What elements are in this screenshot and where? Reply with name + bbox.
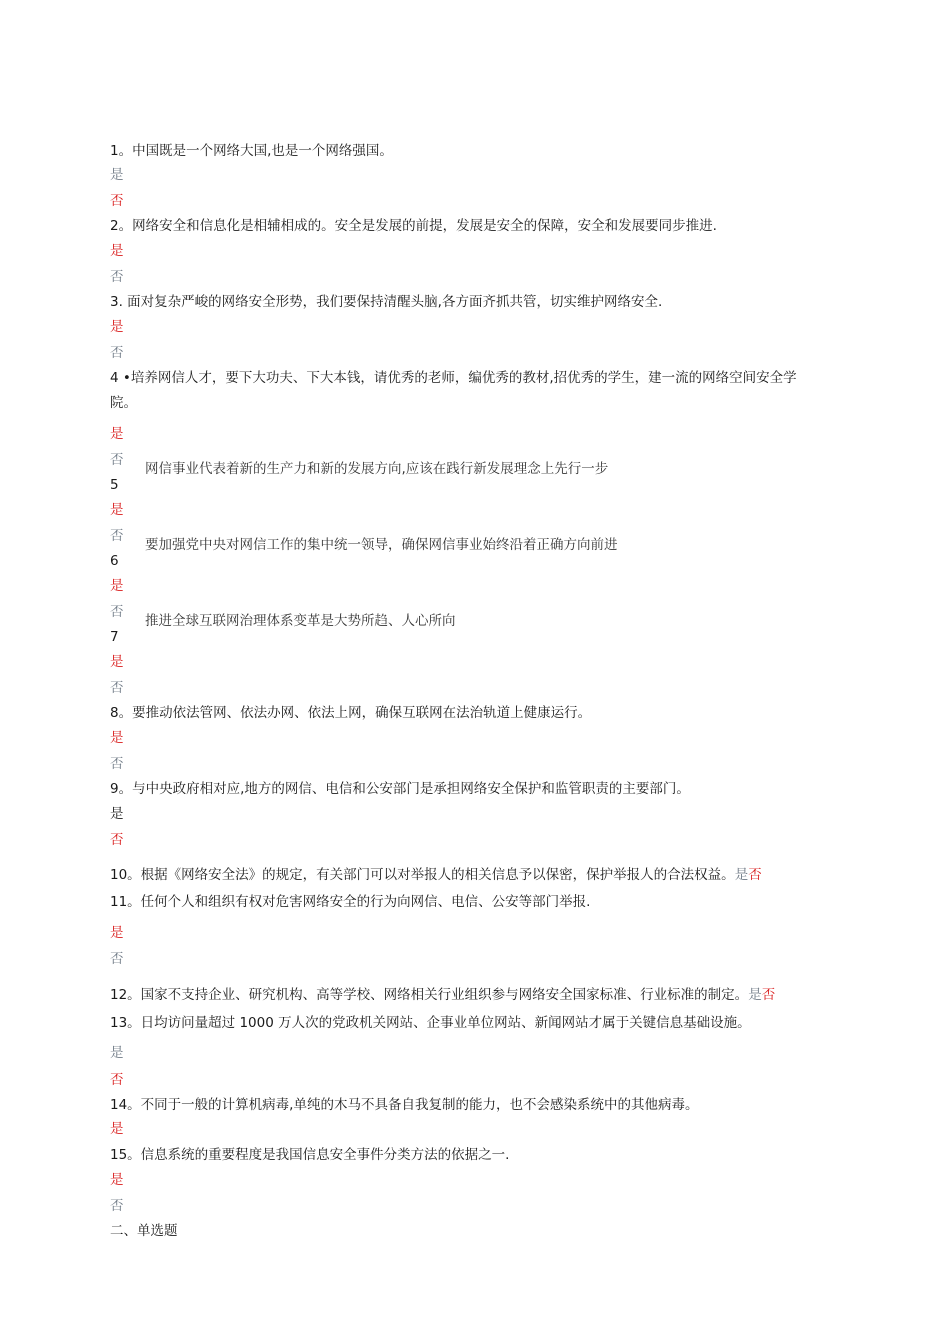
q1-option-yes: 是: [110, 167, 124, 183]
q11-option-no: 否: [110, 951, 124, 967]
q9-option-yes: 是: [110, 806, 124, 822]
question-6-clipped-text: 要加强党中央对网信工作的集中统一领导，确保网信事业始终沿着正确方向前进: [145, 537, 618, 553]
question-12-text: 12。国家不支持企业、研究机构、高等学校、网络相关行业组织参与网络安全国家标准、行业标准的制定。: [110, 987, 749, 1003]
question-15: 15。信息系统的重要程度是我国信息安全事件分类方法的依据之一.: [110, 1147, 510, 1163]
question-8: 8。要推动依法管网、依法办网、依法上网，确保互联网在法治轨道上健康运行。: [110, 705, 592, 721]
question-1: 1。中国既是一个网络大国,也是一个网络强国。: [110, 143, 393, 159]
q3-option-yes: 是: [110, 319, 124, 335]
q14-option-yes: 是: [110, 1121, 124, 1137]
q8-option-yes: 是: [110, 730, 124, 746]
q10-option-yes: 是: [734, 867, 749, 883]
q10-option-no: 否: [748, 867, 762, 883]
question-13: 13。日均访问量超过 1000 万人次的党政机关网站、企事业单位网站、新闻网站才属于关键信息基础设施。: [110, 1015, 751, 1031]
q6-option-no: 否: [110, 604, 124, 620]
question-10-text: 10。根据《网络安全法》的规定，有关部门可以对举报人的相关信息予以保密，保护举报人的合法权益。: [110, 867, 735, 883]
question-4-line1: 4 •培养网信人才，要下大功夫、下大本钱，请优秀的老师，编优秀的教材,招优秀的学生，建一流的网络空间安全学: [110, 370, 797, 386]
q2-option-no: 否: [110, 269, 124, 285]
question-6-number: 6: [110, 553, 119, 569]
q11-option-yes: 是: [110, 925, 124, 941]
q13-option-yes: 是: [110, 1045, 124, 1061]
question-5-clipped-text: 网信事业代表着新的生产力和新的发展方向,应该在践行新发展理念上先行一步: [145, 461, 609, 477]
q15-option-yes: 是: [110, 1172, 124, 1188]
q3-option-no: 否: [110, 345, 124, 361]
question-11: 11。任何个人和组织有权对危害网络安全的行为向网信、电信、公安等部门举报.: [110, 894, 591, 910]
q9-option-no: 否: [110, 832, 124, 848]
question-10: [110, 865, 762, 885]
question-7-number: 7: [110, 629, 119, 645]
q4-option-no: 否: [110, 452, 124, 468]
question-5-number: 5: [110, 477, 119, 493]
q12-option-yes: 是: [748, 987, 762, 1003]
question-4-line2: 院。: [110, 395, 137, 411]
q13-option-no: 否: [110, 1072, 124, 1088]
question-14: 14。不同于一般的计算机病毒,单纯的木马不具备自我复制的能力，也不会感染系统中的其他病毒。: [110, 1097, 699, 1113]
q12-option-no: 否: [761, 987, 776, 1003]
question-3: 3. 面对复杂严峻的网络安全形势，我们要保持清醒头脑,各方面齐抓共管，切实维护网络安全.: [110, 294, 663, 310]
q1-option-no: 否: [110, 193, 124, 209]
section-heading-single-choice: 二、单选题: [110, 1223, 178, 1239]
q8-option-no: 否: [110, 756, 124, 772]
q15-option-no: 否: [110, 1198, 124, 1214]
q7-option-no: 否: [110, 680, 124, 696]
q4-option-yes: 是: [110, 426, 124, 442]
question-12: [110, 985, 775, 1005]
question-2: 2。网络安全和信息化是相辅相成的。安全是发展的前提，发展是安全的保障，安全和发展要同步推进.: [110, 218, 717, 234]
question-9: 9。与中央政府相对应,地方的网信、电信和公安部门是承担网络安全保护和监管职责的主要部门。: [110, 781, 690, 797]
q2-option-yes: 是: [110, 243, 124, 259]
q6-option-yes: 是: [110, 578, 124, 594]
q5-option-yes: 是: [110, 502, 124, 518]
question-7-clipped-text: 推进全球互联网治理体系变革是大势所趋、人心所向: [145, 613, 456, 629]
q5-option-no: 否: [110, 528, 124, 544]
q7-option-yes: 是: [110, 654, 124, 670]
